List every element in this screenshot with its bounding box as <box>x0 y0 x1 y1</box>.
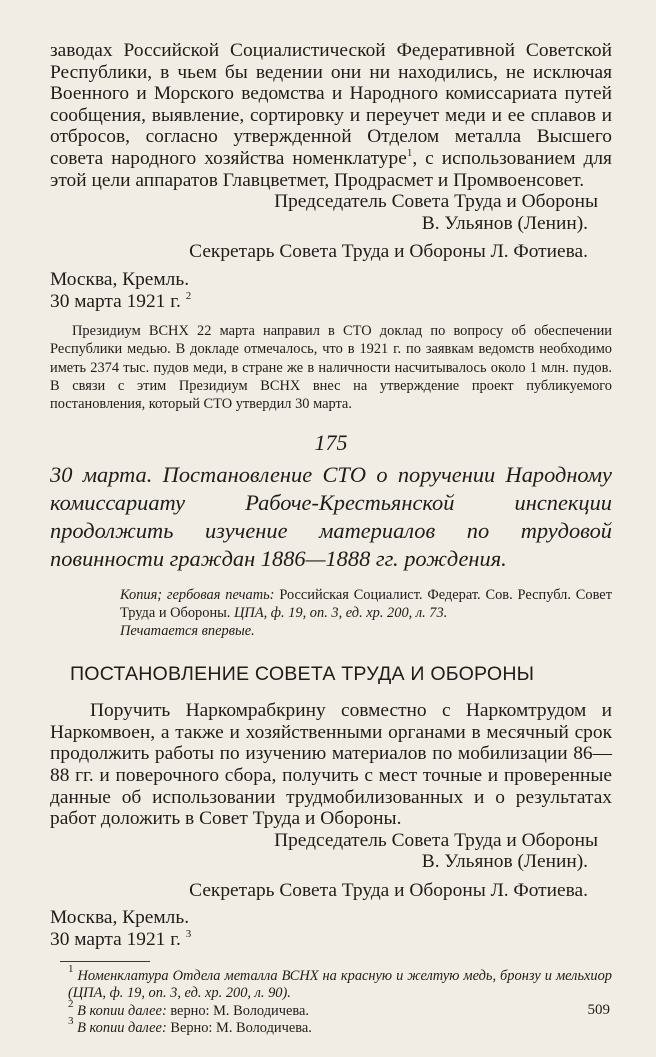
page-number: 509 <box>587 1002 610 1018</box>
footnote-1-text: Номенклатура Отдела металла ВСНХ на красную и желтую медь, бронзу и мельхиор (ЦПА, ф. 19, оп. 3, ед. хр. 200, л. 90). <box>68 967 612 1002</box>
footnote-divider <box>60 961 150 962</box>
chairman-name-1: В. Ульянов (Ленин). <box>421 212 588 234</box>
footnote-3-label: В копии далее: <box>77 1020 167 1037</box>
date-1-text: 30 марта 1921 г. <box>50 290 181 312</box>
date-2-text: 30 марта 1921 г. <box>50 929 181 951</box>
footnote-ref-2[interactable]: 2 <box>185 289 192 302</box>
footnote-mark-2: 2 <box>68 997 74 1010</box>
footnote-mark-1: 1 <box>68 962 74 975</box>
secretary-2: Секретарь Совета Труда и Обороны Л. Фотиева. <box>189 879 588 901</box>
first-publication: Печатается впервые. <box>120 623 255 640</box>
resolution-heading: ПОСТАНОВЛЕНИЕ СОВЕТА ТРУДА И ОБОРОНЫ <box>70 663 535 686</box>
place-2: Москва, Кремль. <box>50 907 190 929</box>
document-number: 175 <box>314 430 348 456</box>
footnote-2 <box>50 997 612 1021</box>
body-paragraph: Поручить Наркомрабкрину совместно с Наркомтрудом и Наркомвоен, а также и хозяйственными органами в месячный срок продолжить работы по изучению материалов по мобилизации 86—88 гг. и поверочного сбора, получить с мест точные и проверенные данные об использовании трудмобилизованных и о результатах работ доложить в Совет Труда и Обороны. <box>50 700 612 830</box>
chairman-title-2: Председатель Совета Труда и Обороны <box>274 829 598 851</box>
secretary-1: Секретарь Совета Труда и Обороны Л. Фотиева. <box>189 241 588 263</box>
date-2 <box>50 929 612 951</box>
top-paragraph-tail: , с использованием для этой цели аппаратов Главцветмет, Продрасмет и Промвоенсовет. <box>50 147 612 191</box>
chairman-title-1: Председатель Совета Труда и Обороны <box>274 191 598 213</box>
footnote-3 <box>50 1015 612 1038</box>
footnote-1 <box>50 962 612 1003</box>
source-text: Российская Социалист. Федерат. Сов. Республ. Совет Труда и Обороны. <box>120 587 612 622</box>
footnote-ref-3[interactable]: 3 <box>185 928 192 941</box>
editorial-note: Президиум ВСНХ 22 марта направил в СТО доклад по вопросу об обеспечении Республики медью. В докладе отмечалось, что в 1921 г. по заявкам ведомств необходимо иметь 2374 тыс. пудов меди, в стране же в наличности насчитывалось около 1 млн. пудов. В связи с этим Президиум ВСНХ внес на утверждение проект публикуемого постановления, который СТО утвердил 30 марта. <box>50 323 612 412</box>
footnote-3-text: Верно: М. Володичева. <box>166 1020 312 1037</box>
source-label: Копия; гербовая печать: <box>120 587 275 604</box>
top-paragraph-text: заводах Российской Социалистической Федеративной Советской Республики, в чьем бы ведении они ни находились, не исключая Военного и Морского ведомства и Народного комиссариата путей сообщения, выявление, сортировку и переучет меди и ее сплавов и отбросов, согласно утвержденной Отделом металла Высшего совета народного хозяйства номенклатуре <box>50 40 612 169</box>
source-note <box>120 586 612 640</box>
footnote-2-label: В копии далее: <box>77 1002 167 1019</box>
chairman-name-2: В. Ульянов (Ленин). <box>421 851 588 873</box>
date-1 <box>50 291 612 313</box>
footnote-2-text: верно: М. Володичева. <box>166 1002 309 1019</box>
place-1: Москва, Кремль. <box>50 268 190 290</box>
source-archive: ЦПА, ф. 19, оп. 3, ед. хр. 200, л. 73. <box>234 605 448 622</box>
document-title: 30 марта. Постановление СТО о поручении Народному комиссариату Рабоче-Крестьянской инспекции продолжить изучение материалов по трудовой повинности граждан 1886—1888 гг. рождения. <box>50 462 612 572</box>
footnote-ref-1[interactable]: 1 <box>406 146 413 159</box>
footnote-mark-3: 3 <box>68 1015 74 1028</box>
top-paragraph <box>50 40 612 191</box>
